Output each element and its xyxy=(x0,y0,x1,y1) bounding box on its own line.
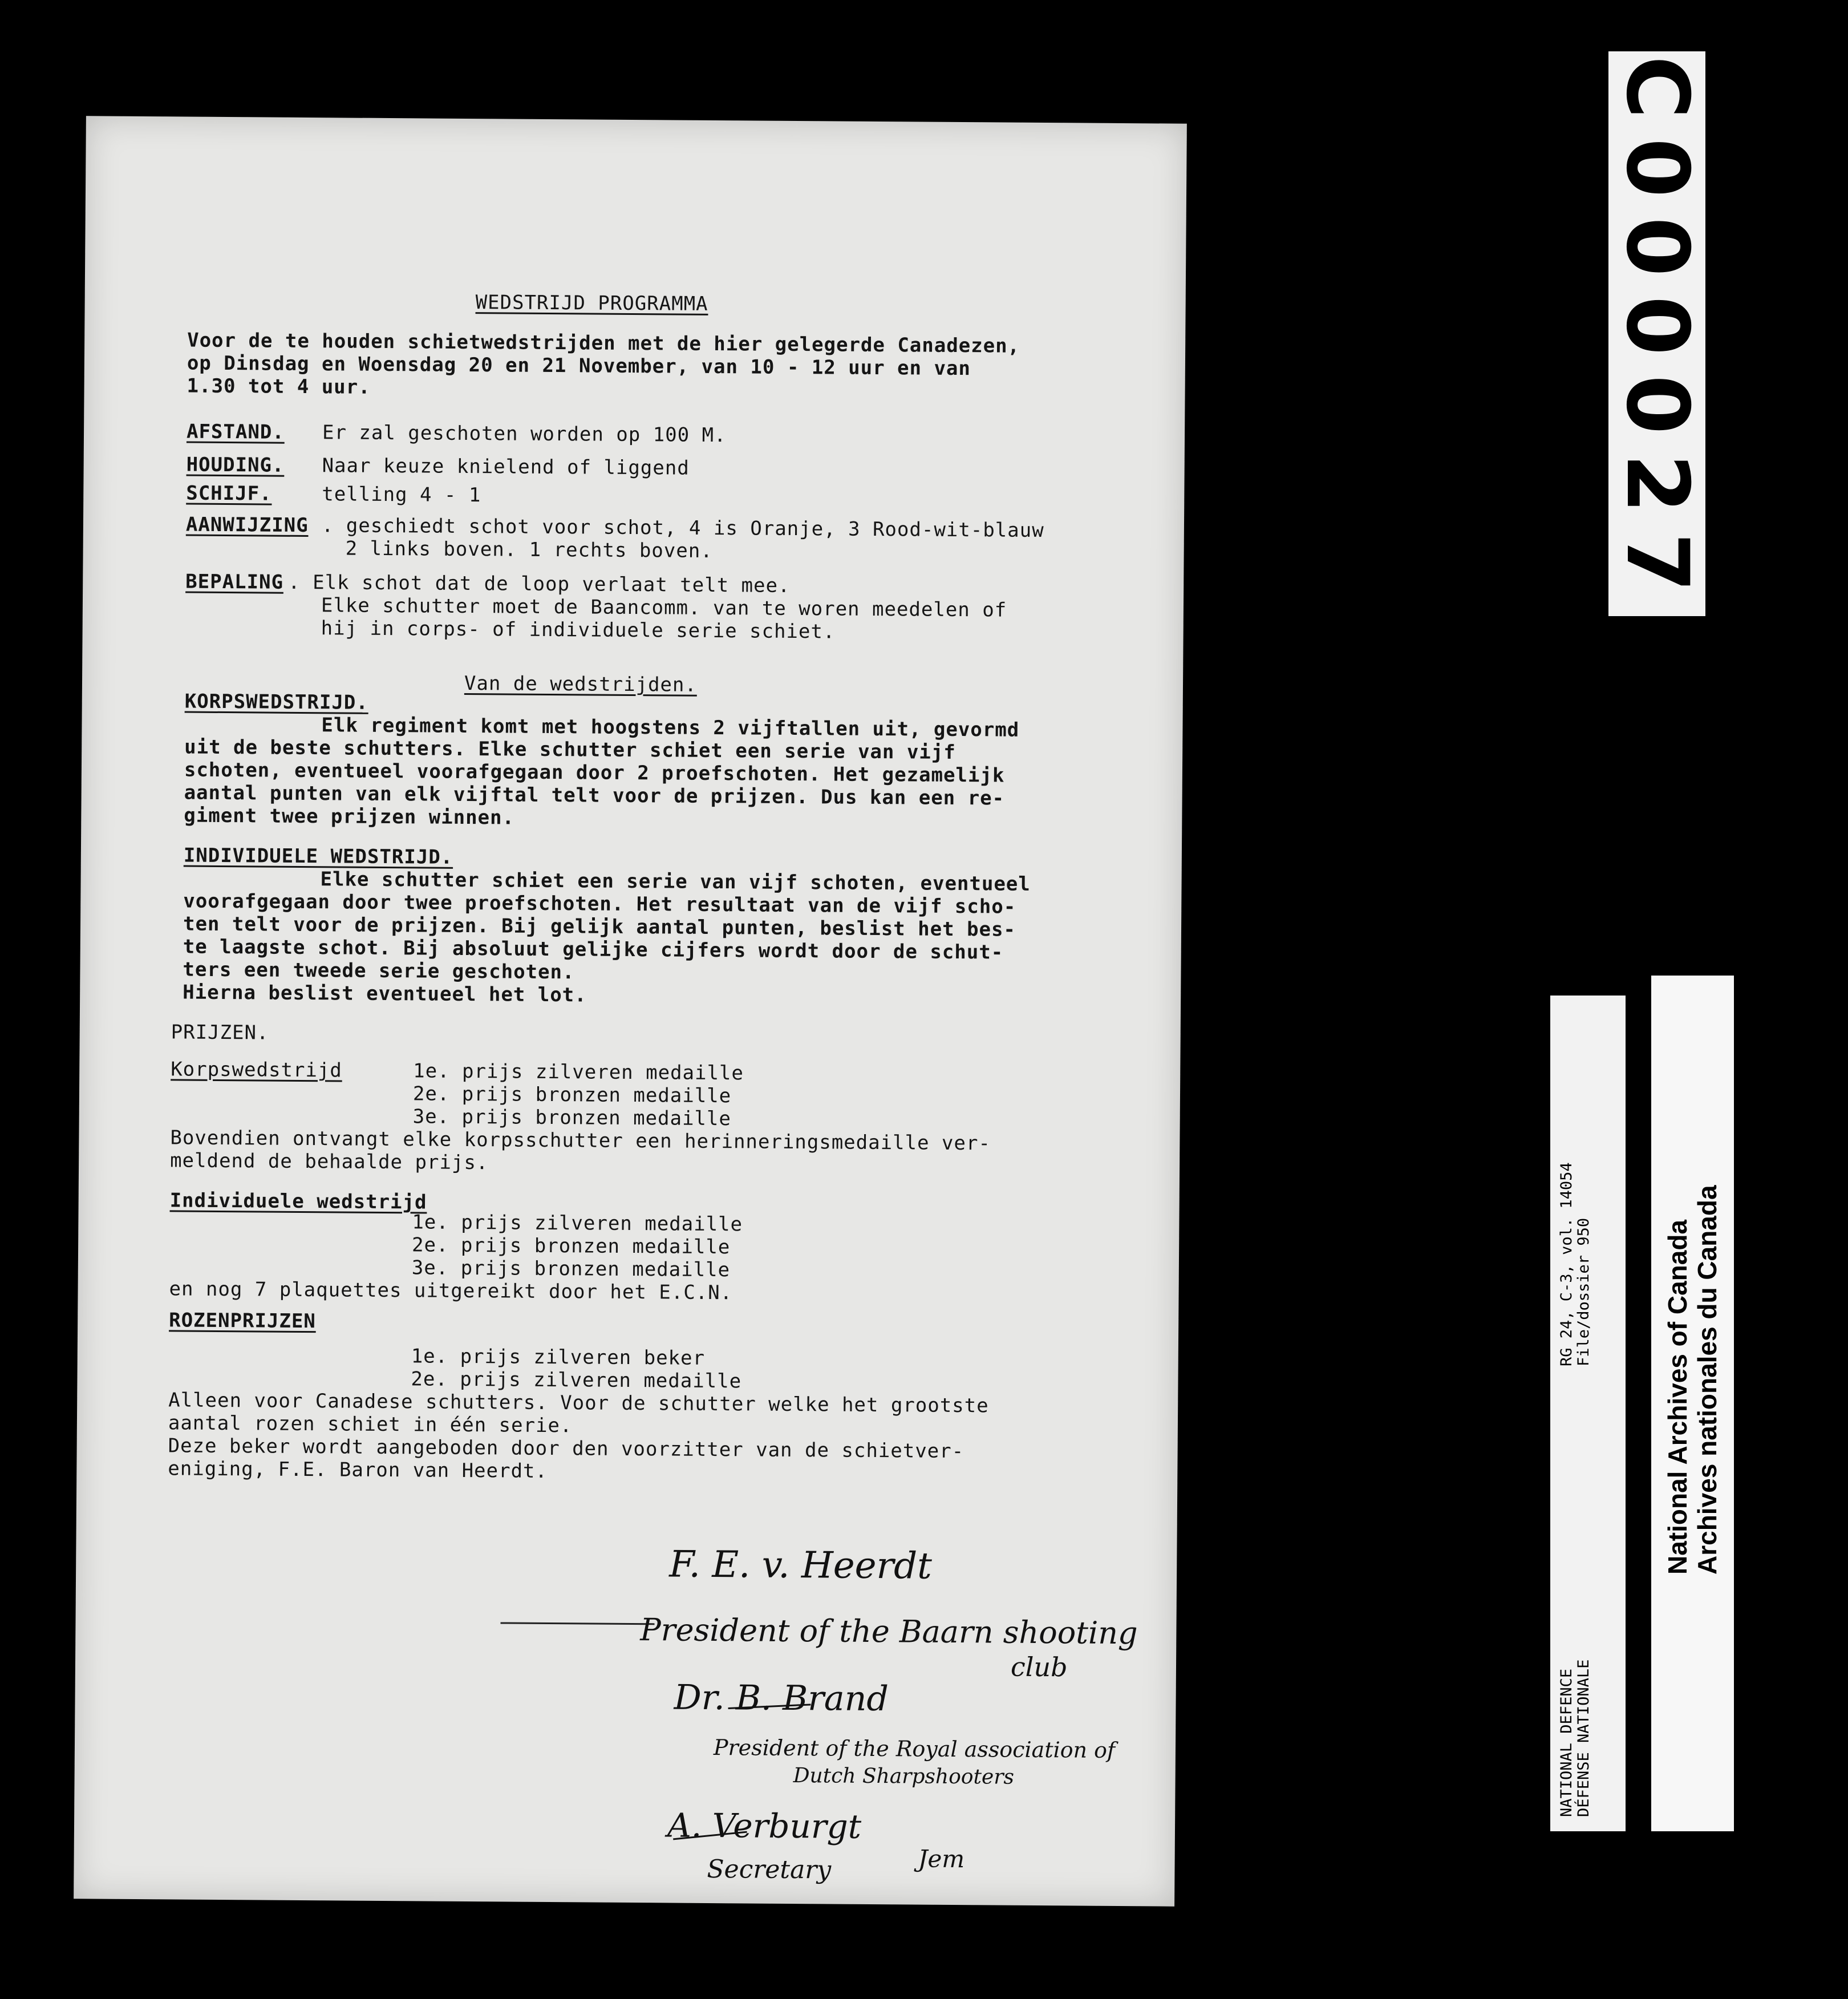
aanwijzing-text-1: . geschiedt schot voor schot, 4 is Oranje, 3 Rood-wit-blauw xyxy=(321,514,1044,543)
individueel-line-2: voorafgegaan door twee proefschoten. Het resultaat van de vijf scho- xyxy=(183,889,1016,918)
bepaling-text-1: . Elk schot dat de loop verlaat telt mee. xyxy=(288,570,791,597)
reference-line-2: File/dossier 950 xyxy=(1575,1217,1592,1366)
korps-line-1: Elk regiment komt met hoogstens 2 vijftallen uit, gevormd xyxy=(321,714,1020,742)
rozen-note-4: eniging, F.E. Baron van Heerdt. xyxy=(168,1457,548,1483)
houding-text: Naar keuze knielend of liggend xyxy=(322,454,690,480)
rozen-note-1: Alleen voor Canadese schutters. Voor de schutter welke het grootste xyxy=(168,1389,989,1418)
individueel-line-5: ters een tweede serie geschoten. xyxy=(183,958,575,984)
afstand-text: Er zal geschoten worden op 100 M. xyxy=(322,421,727,447)
individueel-line-6: Hierna beslist eventueel het lot. xyxy=(183,981,587,1007)
schijf-label: SCHIJF. xyxy=(186,481,272,505)
korps-prize-3: 3e. prijs bronzen medaille xyxy=(412,1105,732,1131)
rozen-prize-1: 1e. prijs zilveren beker xyxy=(411,1345,706,1370)
dept-line-2: DÉFENSE NATIONALE xyxy=(1575,1659,1592,1817)
section-heading: Van de wedstrijden. xyxy=(464,671,698,697)
individueel-heading: INDIVIDUELE WEDSTRIJD. xyxy=(183,844,453,869)
korps-prize-1: 1e. prijs zilveren medaille xyxy=(413,1059,744,1085)
archives-label-strip xyxy=(1651,976,1734,1831)
handwritten-mark: Jem xyxy=(918,1844,965,1873)
indiv-prize-3: 3e. prijs bronzen medaille xyxy=(411,1256,731,1282)
indiv-note: en nog 7 plaquettes uitgereikt door het E.C.N. xyxy=(169,1277,733,1305)
individueel-line-3: ten telt voor de prijzen. Bij gelijk aantal punten, beslist het bes- xyxy=(183,912,1016,941)
korps-note-1: Bovendien ontvangt elke korpsschutter een herinneringsmedaille ver- xyxy=(170,1126,991,1155)
aanwijzing-text-2: 2 links boven. 1 rechts boven. xyxy=(345,537,713,563)
indiv-prizes-label: Individuele wedstrijd xyxy=(169,1189,427,1214)
korps-line-5: giment twee prijzen winnen. xyxy=(184,804,515,829)
schijf-text: telling 4 - 1 xyxy=(322,483,481,507)
korps-line-2: uit de beste schutters. Elke schutter schiet een serie van vijf xyxy=(184,735,956,764)
signature-1-role-cont: club xyxy=(1010,1651,1068,1683)
intro-line-3: 1.30 tot 4 uur. xyxy=(187,374,371,399)
korps-line-4: aantal punten van elk vijftal telt voor de prijzen. Dus kan een re- xyxy=(184,781,1005,810)
korps-note-2: meldend de behaalde prijs. xyxy=(170,1149,489,1175)
houding-label: HOUDING. xyxy=(186,453,285,477)
rozen-prize-2: 2e. prijs zilveren medaille xyxy=(411,1367,742,1393)
document-page xyxy=(74,116,1187,1906)
korps-line-3: schoten, eventueel voorafgegaan door 2 proefschoten. Het gezamelijk xyxy=(184,758,1005,787)
rozen-note-3: Deze beker wordt aangeboden door den voorzitter van de schietver- xyxy=(168,1434,964,1463)
signature-divider xyxy=(500,1622,654,1625)
intro-line-2: op Dinsdag en Woensdag 20 en 21 November, van 10 - 12 uur en van xyxy=(187,351,971,381)
aanwijzing-label: AANWIJZING xyxy=(185,513,309,537)
bepaling-label: BEPALING xyxy=(185,570,284,594)
indiv-prize-1: 1e. prijs zilveren medaille xyxy=(412,1211,743,1236)
afstand-label: AFSTAND. xyxy=(186,420,285,444)
indiv-prize-2: 2e. prijs bronzen medaille xyxy=(411,1233,731,1259)
reference-line-1: RG 24, C-3, vol. 14054 xyxy=(1558,1162,1575,1366)
signature-2-role-cont: Dutch Sharpshooters xyxy=(793,1764,1015,1789)
document-title: WEDSTRIJD PROGRAMMA xyxy=(475,291,708,315)
prijzen-heading: PRIJZEN. xyxy=(171,1021,269,1045)
signature-2: Dr. B. Brand xyxy=(674,1677,889,1719)
signature-3-role: Secretary xyxy=(707,1854,832,1885)
bepaling-text-2: Elke schutter moet de Baancomm. van te woren meedelen of xyxy=(321,594,1007,622)
frame-number: C000027 xyxy=(1607,55,1707,612)
archives-name-fr: Archives nationales du Canada xyxy=(1692,1185,1722,1575)
dept-line-1: NATIONAL DEFENCE xyxy=(1558,1668,1575,1817)
bepaling-text-3: hij in corps- of individuele serie schiet. xyxy=(321,617,836,644)
individueel-line-4: te laagste schot. Bij absoluut gelijke cijfers wordt door de schut- xyxy=(183,935,1004,964)
korps-heading: KORPSWEDSTRIJD. xyxy=(184,690,368,714)
korps-prizes-label: Korpswedstrijd xyxy=(171,1058,342,1082)
individueel-line-1: Elke schutter schiet een serie van vijf schoten, eventueel xyxy=(320,868,1031,896)
intro-line-1: Voor de te houden schietwedstrijden met de hier gelegerde Canadezen, xyxy=(187,329,1020,358)
signature-1-role: President of the Baarn shooting xyxy=(640,1612,1138,1652)
signature-1: F. E. v. Heerdt xyxy=(668,1543,933,1588)
korps-prize-2: 2e. prijs bronzen medaille xyxy=(412,1082,732,1108)
signature-2-role: President of the Royal association of xyxy=(713,1735,1116,1763)
department-label-strip xyxy=(1550,996,1626,1831)
signature-3: A. Verburgt xyxy=(667,1806,862,1846)
rozen-label: ROZENPRIJZEN xyxy=(169,1309,316,1333)
frame-number-strip xyxy=(1608,51,1705,616)
archives-name-en: National Archives of Canada xyxy=(1663,1219,1692,1575)
rozen-note-2: aantal rozen schiet in één serie. xyxy=(168,1411,573,1438)
